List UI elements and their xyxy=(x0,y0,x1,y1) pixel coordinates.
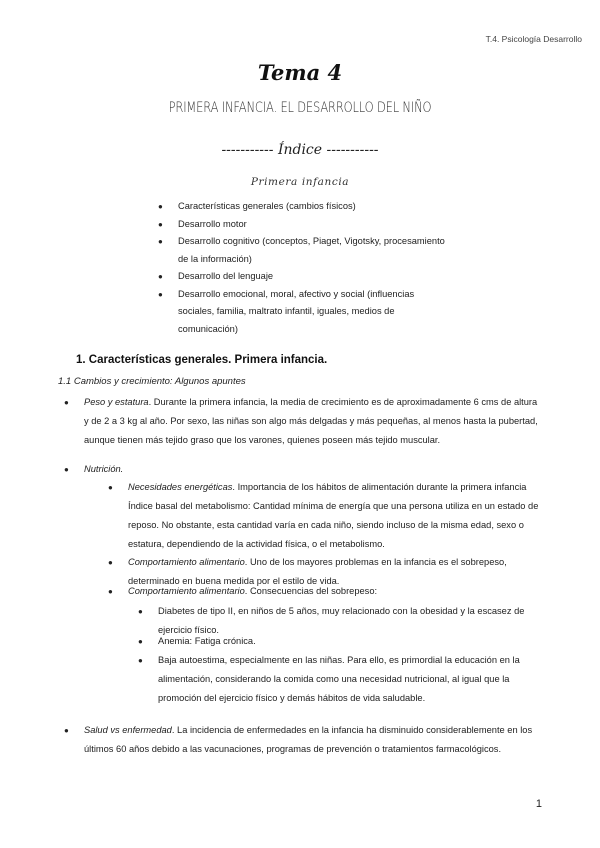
index-subheading: Primera infancia xyxy=(250,176,350,188)
nutricion-heading: ● Nutrición. xyxy=(84,460,544,479)
salud-paragraph xyxy=(64,721,549,759)
index-item: ● Desarrollo cognitivo (conceptos, Piaget, Vigotsky, procesamiento de la información) xyxy=(158,233,448,268)
consecuencia-item: ● Diabetes de tipo II, en niños de 5 años, muy relacionado con la obesidad y la escasez de ejercicio físico. xyxy=(158,602,548,640)
bullet-icon: ● xyxy=(138,637,143,646)
comportamiento-1-text: . Uno de los mayores problemas en la infancia es el sobrepeso, determinado en buena medida por el estilo de vida. xyxy=(128,557,507,586)
bullet-icon: ● xyxy=(158,289,163,299)
bullet-icon: ● xyxy=(158,219,163,229)
index-item: ● Desarrollo del lenguaje xyxy=(158,268,448,286)
page-subtitle: PRIMERA INFANCIA. EL DESARROLLO DEL NIÑO xyxy=(168,100,432,116)
section-1-1-heading: 1.1 Cambios y crecimiento: Algunos apuntes xyxy=(58,376,246,387)
index-item: ● Desarrollo motor xyxy=(158,216,448,234)
index-item: ● Características generales (cambios físicos) xyxy=(158,198,448,216)
energeticas-paragraph xyxy=(108,478,546,554)
comportamiento-2-label: Comportamiento alimentario xyxy=(128,586,245,596)
bullet-icon: ● xyxy=(158,237,163,246)
salud-label: Salud vs enfermedad xyxy=(84,725,172,735)
comportamiento-2-text: . Consecuencias del sobrepeso: xyxy=(244,586,378,596)
comportamiento-2-paragraph xyxy=(108,582,546,601)
consecuencia-item: ● Baja autoestima, especialmente en las niñas. Para ello, es primordial la educación en la alimentación, considerando la comida como una necesidad nutricional, al igual que la promoción del ejercicio físico y demás hábitos de vida saludable. xyxy=(158,651,548,708)
section-1-heading: 1. Características generales. Primera infancia. xyxy=(76,354,328,366)
page-title: Tema 4 xyxy=(257,60,343,85)
bullet-icon: ● xyxy=(64,398,69,407)
bullet-icon: ● xyxy=(108,558,113,567)
consecuencia-item: ● Anemia: Fatiga crónica. xyxy=(158,632,548,651)
bullet-icon: ● xyxy=(108,483,113,492)
bullet-icon: ● xyxy=(158,272,163,281)
peso-paragraph xyxy=(64,393,544,450)
peso-text: . Durante la primera infancia, la media de crecimiento es de aproximadamente 6 cms de altura y de 2 a 3 kg al año. Por sexo, las niñas son algo más delgadas y más pequeñas, al menos hasta la pubertad, aunque tienen más tejido graso que los varones, quienes poseen más tejido muscular. xyxy=(84,397,538,445)
energeticas-text: . Importancia de los hábitos de alimentación durante la primera infancia Índice basal del metabolismo: Cantidad mínima de energía que una persona utiliza en un estado de reposo. No obstante, esta cantidad varía en cada niño, siendo incluso de la misma edad, sexo o estatura, dependiendo de la actividad física, o el metabolismo. xyxy=(128,482,539,549)
bullet-icon: ● xyxy=(138,656,143,665)
peso-label: Peso y estatura xyxy=(84,397,149,407)
bullet-icon: ● xyxy=(138,607,143,616)
page-number: 1 xyxy=(535,798,542,810)
bullet-icon: ● xyxy=(158,202,163,211)
bullet-icon: ● xyxy=(64,465,69,474)
bullet-icon: ● xyxy=(108,587,113,596)
salud-text: . La incidencia de enfermedades en la infancia ha disminuido considerablemente en los últimos 60 años debido a las vacunaciones, programas de prevención o tratamientos farmacológicos. xyxy=(84,725,533,754)
header-course: T.4. Psicología Desarrollo xyxy=(485,34,582,44)
bullet-icon: ● xyxy=(64,726,69,735)
energeticas-label: Necesidades energéticas xyxy=(128,482,233,492)
index-heading: ----------- Índice ----------- xyxy=(221,142,379,158)
comportamiento-1-label: Comportamiento alimentario xyxy=(128,557,245,567)
index-item: ● Desarrollo emocional, moral, afectivo y social (influencias sociales, familia, maltrato infantil, iguales, medios de comunicación) xyxy=(158,286,448,339)
index-list xyxy=(158,198,448,338)
